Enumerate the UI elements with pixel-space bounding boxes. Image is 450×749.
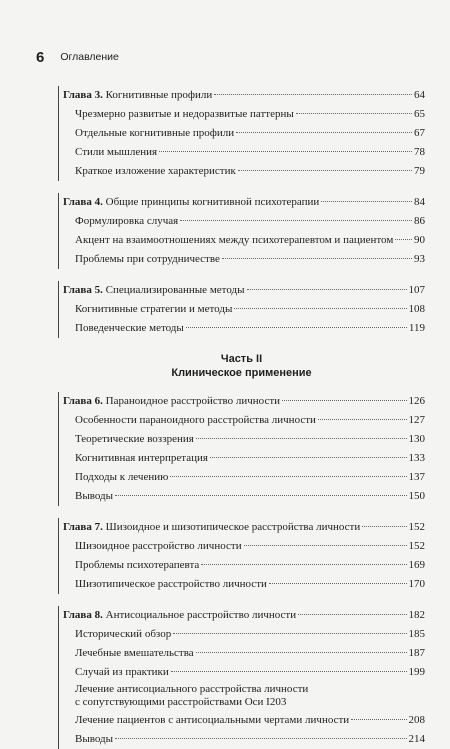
chapter-label: Глава 7. <box>63 521 103 533</box>
section-entry <box>63 625 425 644</box>
dot-leader <box>269 583 407 584</box>
toc-entry-text <box>63 392 280 411</box>
section-entry <box>63 143 425 162</box>
section-entry <box>63 711 425 730</box>
dot-leader <box>210 457 407 458</box>
dot-leader <box>298 614 406 615</box>
section-entry <box>63 162 425 181</box>
chapter-entry <box>63 281 425 300</box>
chapter-title: Шизоидное и шизотипическое расстройства личности <box>105 521 361 533</box>
chapter-block <box>58 86 425 181</box>
chapter-label: Глава 6. <box>63 395 103 407</box>
chapter-title: Общие принципы когнитивной психотерапии <box>105 196 320 208</box>
toc-entry-text: Особенности параноидного расстройства личности <box>75 414 316 426</box>
section-entry <box>63 575 425 594</box>
dot-leader <box>196 652 407 653</box>
chapter-title: Когнитивные профили <box>105 89 213 101</box>
toc-entry-text: Чрезмерно развитые и недоразвитые паттерны <box>75 108 294 120</box>
toc-entry-text: Акцент на взаимоотношениях между психотерапевтом и пациентом <box>75 234 394 246</box>
section-entry <box>63 250 425 269</box>
toc-page-number: 150 <box>408 490 425 502</box>
toc-page-number: 78 <box>414 146 425 158</box>
entry-line-2-text: с сопутствующими расстройствами Оси I <box>75 696 270 708</box>
dot-leader <box>115 495 406 496</box>
section-entry <box>63 663 425 682</box>
dot-leader <box>236 132 412 133</box>
chapter-title: Специализированные методы <box>105 284 245 296</box>
toc-page-number: 130 <box>408 433 425 445</box>
toc-page-number: 187 <box>408 647 425 659</box>
chapter-block <box>58 281 425 338</box>
part-title: Клиническое применение <box>171 367 312 379</box>
toc-entry-text <box>63 606 296 625</box>
dot-leader <box>318 419 407 420</box>
section-entry <box>63 449 425 468</box>
dot-leader <box>234 308 406 309</box>
toc-page-number: 133 <box>408 452 425 464</box>
toc-entry-text: Когнитивная интерпретация <box>75 452 208 464</box>
chapter-label: Глава 8. <box>63 609 103 621</box>
toc-entry-text: Формулировка случая <box>75 215 179 227</box>
toc-entry-text: Отдельные когнитивные профили <box>75 127 235 139</box>
chapter-label: Глава 5. <box>63 284 103 296</box>
section-entry <box>63 730 425 749</box>
toc-entry-text <box>63 518 360 537</box>
toc-entry-text: Проблемы при сотрудничестве <box>75 253 220 265</box>
toc-section-part-two <box>58 392 425 749</box>
toc-page-number: 127 <box>408 414 425 426</box>
chapter-label: Глава 4. <box>63 196 103 208</box>
chapter-block <box>58 193 425 269</box>
toc-entry-text: Когнитивные стратегии и методы <box>75 303 233 315</box>
chapter-entry <box>63 86 425 105</box>
toc-page-number: 182 <box>408 609 425 621</box>
toc-page-number: 108 <box>408 303 425 315</box>
entry-line-2 <box>75 696 425 709</box>
toc-entry-text: Поведенческие методы <box>75 322 184 334</box>
section-entry <box>63 430 425 449</box>
dot-leader <box>115 738 406 739</box>
toc-page-number: 93 <box>414 253 425 265</box>
dot-leader <box>244 545 407 546</box>
toc-entry-text <box>63 281 245 300</box>
toc-entry-text <box>63 86 212 105</box>
toc-entry-text: Лечебные вмешательства <box>75 647 194 659</box>
chapter-entry <box>63 606 425 625</box>
toc-page-number: 152 <box>408 521 425 533</box>
section-entry-multiline <box>63 683 425 709</box>
dot-leader <box>247 289 407 290</box>
section-entry <box>63 487 425 506</box>
dot-leader <box>222 258 412 259</box>
section-entry <box>63 105 425 124</box>
section-entry <box>63 468 425 487</box>
dot-leader <box>180 220 412 221</box>
dot-leader <box>186 327 407 328</box>
section-entry <box>63 537 425 556</box>
entry-line-1: Лечение антисоциального расстройства личности <box>75 683 309 695</box>
toc-section-part-one <box>58 86 425 338</box>
running-title: Оглавление <box>60 51 119 63</box>
dot-leader <box>201 564 406 565</box>
chapter-block <box>58 518 425 594</box>
dot-leader <box>159 151 412 152</box>
toc-page-number: 64 <box>414 89 425 101</box>
toc-entry-text: Исторический обзор <box>75 628 172 640</box>
section-entry <box>63 411 425 430</box>
toc-entry-text: Подходы к лечению <box>75 471 169 483</box>
toc-page-number: 90 <box>414 234 425 246</box>
part-heading <box>58 352 425 380</box>
dot-leader <box>321 201 412 202</box>
toc-page-number: 65 <box>414 108 425 120</box>
toc-page-number: 199 <box>408 666 425 678</box>
dot-leader <box>171 671 407 672</box>
toc-page-number: 169 <box>408 559 425 571</box>
dot-leader <box>170 476 406 477</box>
dot-leader <box>238 170 412 171</box>
toc-page-number: 79 <box>414 165 425 177</box>
section-entry <box>63 556 425 575</box>
running-header <box>36 49 119 67</box>
toc-page-number: 152 <box>408 540 425 552</box>
table-of-contents <box>58 86 425 749</box>
toc-entry-text: Краткое изложение характеристик <box>75 165 236 177</box>
toc-entry-text: Шизоидное расстройство личности <box>75 540 242 552</box>
toc-page-number: 119 <box>408 322 425 334</box>
toc-page-number: 107 <box>408 284 425 296</box>
part-label: Часть II <box>220 353 263 365</box>
toc-page-number: 86 <box>414 215 425 227</box>
toc-entry-text: Выводы <box>75 733 114 745</box>
toc-page-number: 84 <box>414 196 425 208</box>
section-entry <box>63 212 425 231</box>
section-entry <box>63 300 425 319</box>
toc-entry-text: Выводы <box>75 490 114 502</box>
toc-entry-text: Проблемы психотерапевта <box>75 559 200 571</box>
toc-page-number: 214 <box>408 733 425 745</box>
toc-entry-text: Теоретические воззрения <box>75 433 194 445</box>
chapter-title: Параноидное расстройство личности <box>105 395 281 407</box>
toc-page-number: 67 <box>414 127 425 139</box>
section-entry <box>63 644 425 663</box>
chapter-block <box>58 392 425 506</box>
section-entry <box>63 231 425 250</box>
chapter-entry <box>63 518 425 537</box>
dot-leader <box>362 526 406 527</box>
dot-leader <box>173 633 406 634</box>
chapter-label: Глава 3. <box>63 89 103 101</box>
page-number: 6 <box>36 49 45 66</box>
toc-page-number: 137 <box>408 471 425 483</box>
toc-page-number: 203 <box>269 696 287 708</box>
chapter-block <box>58 606 425 749</box>
toc-entry-text <box>63 193 319 212</box>
dot-leader <box>282 400 406 401</box>
toc-entry-text: Случай из практики <box>75 666 169 678</box>
section-entry <box>63 319 425 338</box>
chapter-entry <box>63 392 425 411</box>
toc-page-number: 185 <box>408 628 425 640</box>
dot-leader <box>214 94 412 95</box>
section-entry <box>63 124 425 143</box>
dot-leader <box>196 438 407 439</box>
toc-page-number: 208 <box>408 714 425 726</box>
chapter-entry <box>63 193 425 212</box>
toc-entry-text: Лечение пациентов с антисоциальными чертами личности <box>75 714 350 726</box>
chapter-title: Антисоциальное расстройство личности <box>105 609 297 621</box>
dot-leader <box>351 719 406 720</box>
dot-leader <box>395 239 412 240</box>
dot-leader <box>296 113 412 114</box>
toc-page-number: 126 <box>408 395 425 407</box>
toc-entry-text: Шизотипическое расстройство личности <box>75 578 267 590</box>
toc-page-number: 170 <box>408 578 425 590</box>
toc-entry-text: Стили мышления <box>75 146 158 158</box>
